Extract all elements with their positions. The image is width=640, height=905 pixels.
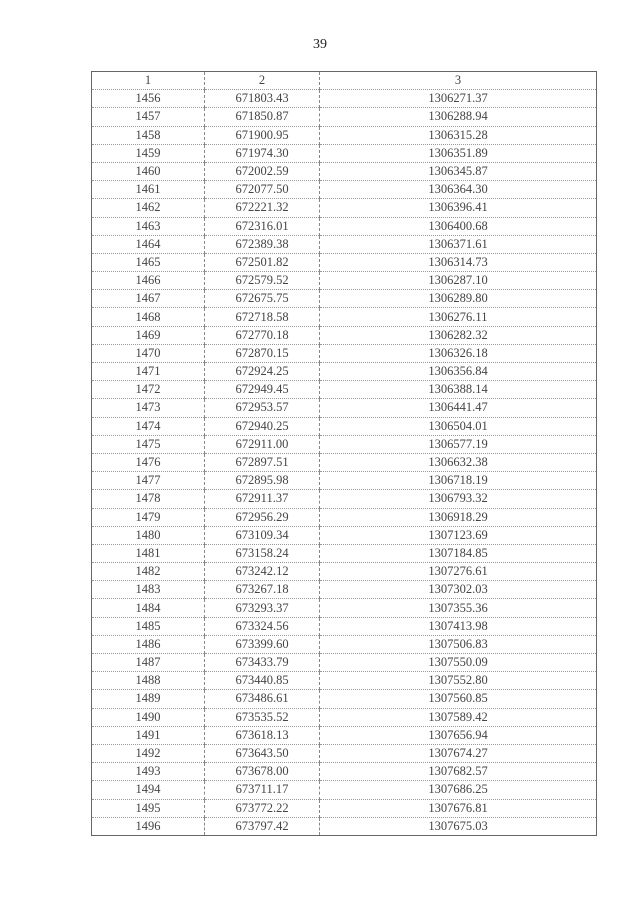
column-header-3: 3	[320, 72, 597, 90]
point-number-cell: 1474	[92, 417, 205, 435]
point-number-cell: 1461	[92, 181, 205, 199]
y-coordinate-cell: 1306918.29	[320, 508, 597, 526]
table-header-row	[92, 72, 597, 90]
y-coordinate-cell: 1307560.85	[320, 690, 597, 708]
point-number-cell: 1476	[92, 453, 205, 471]
x-coordinate-cell: 673433.79	[205, 654, 320, 672]
y-coordinate-cell: 1306282.32	[320, 326, 597, 344]
y-coordinate-cell: 1307686.25	[320, 781, 597, 799]
point-number-cell: 1459	[92, 144, 205, 162]
y-coordinate-cell: 1306288.94	[320, 108, 597, 126]
point-number-cell: 1473	[92, 399, 205, 417]
x-coordinate-cell: 672077.50	[205, 181, 320, 199]
point-number-cell: 1495	[92, 799, 205, 817]
point-number-cell: 1477	[92, 472, 205, 490]
y-coordinate-cell: 1306351.89	[320, 144, 597, 162]
x-coordinate-cell: 672911.37	[205, 490, 320, 508]
table-row	[92, 599, 597, 617]
table-row	[92, 544, 597, 562]
table-row	[92, 472, 597, 490]
table-row	[92, 217, 597, 235]
table-row	[92, 744, 597, 762]
y-coordinate-cell: 1307682.57	[320, 763, 597, 781]
table-row	[92, 672, 597, 690]
y-coordinate-cell: 1306289.80	[320, 290, 597, 308]
point-number-cell: 1494	[92, 781, 205, 799]
y-coordinate-cell: 1307552.80	[320, 672, 597, 690]
x-coordinate-cell: 673797.42	[205, 817, 320, 835]
x-coordinate-cell: 673535.52	[205, 708, 320, 726]
point-number-cell: 1482	[92, 563, 205, 581]
table-row	[92, 199, 597, 217]
point-number-cell: 1483	[92, 581, 205, 599]
point-number-cell: 1496	[92, 817, 205, 835]
x-coordinate-cell: 672770.18	[205, 326, 320, 344]
y-coordinate-cell: 1306577.19	[320, 435, 597, 453]
y-coordinate-cell: 1306314.73	[320, 253, 597, 271]
y-coordinate-cell: 1306793.32	[320, 490, 597, 508]
y-coordinate-cell: 1307676.81	[320, 799, 597, 817]
y-coordinate-cell: 1306400.68	[320, 217, 597, 235]
column-header-2: 2	[205, 72, 320, 90]
x-coordinate-cell: 672911.00	[205, 435, 320, 453]
y-coordinate-cell: 1307276.61	[320, 563, 597, 581]
y-coordinate-cell: 1306276.11	[320, 308, 597, 326]
x-coordinate-cell: 672895.98	[205, 472, 320, 490]
point-number-cell: 1481	[92, 544, 205, 562]
table-row	[92, 326, 597, 344]
y-coordinate-cell: 1307656.94	[320, 726, 597, 744]
y-coordinate-cell: 1306504.01	[320, 417, 597, 435]
table-row	[92, 799, 597, 817]
x-coordinate-cell: 673158.24	[205, 544, 320, 562]
y-coordinate-cell: 1306396.41	[320, 199, 597, 217]
x-coordinate-cell: 673678.00	[205, 763, 320, 781]
x-coordinate-cell: 673486.61	[205, 690, 320, 708]
page-number: 39	[313, 37, 327, 52]
y-coordinate-cell: 1306315.28	[320, 126, 597, 144]
point-number-cell: 1485	[92, 617, 205, 635]
table-row	[92, 162, 597, 180]
table-row	[92, 235, 597, 253]
table-row	[92, 308, 597, 326]
y-coordinate-cell: 1306287.10	[320, 272, 597, 290]
x-coordinate-cell: 672953.57	[205, 399, 320, 417]
y-coordinate-cell: 1307302.03	[320, 581, 597, 599]
x-coordinate-cell: 672389.38	[205, 235, 320, 253]
table-row	[92, 399, 597, 417]
table-row	[92, 435, 597, 453]
point-number-cell: 1490	[92, 708, 205, 726]
table-row	[92, 763, 597, 781]
point-number-cell: 1480	[92, 526, 205, 544]
point-number-cell: 1469	[92, 326, 205, 344]
point-number-cell: 1489	[92, 690, 205, 708]
table-row	[92, 726, 597, 744]
table-row	[92, 272, 597, 290]
point-number-cell: 1478	[92, 490, 205, 508]
x-coordinate-cell: 673711.17	[205, 781, 320, 799]
y-coordinate-cell: 1307184.85	[320, 544, 597, 562]
x-coordinate-cell: 673618.13	[205, 726, 320, 744]
point-number-cell: 1493	[92, 763, 205, 781]
point-number-cell: 1458	[92, 126, 205, 144]
y-coordinate-cell: 1306388.14	[320, 381, 597, 399]
x-coordinate-cell: 673399.60	[205, 635, 320, 653]
x-coordinate-cell: 671850.87	[205, 108, 320, 126]
table-row	[92, 90, 597, 108]
table-body	[92, 90, 597, 836]
y-coordinate-cell: 1306364.30	[320, 181, 597, 199]
point-number-cell: 1472	[92, 381, 205, 399]
x-coordinate-cell: 672949.45	[205, 381, 320, 399]
x-coordinate-cell: 671900.95	[205, 126, 320, 144]
point-number-cell: 1471	[92, 363, 205, 381]
y-coordinate-cell: 1307355.36	[320, 599, 597, 617]
table-row	[92, 144, 597, 162]
point-number-cell: 1465	[92, 253, 205, 271]
x-coordinate-cell: 673772.22	[205, 799, 320, 817]
table-row	[92, 563, 597, 581]
y-coordinate-cell: 1306441.47	[320, 399, 597, 417]
table-row	[92, 417, 597, 435]
point-number-cell: 1491	[92, 726, 205, 744]
point-number-cell: 1475	[92, 435, 205, 453]
point-number-cell: 1467	[92, 290, 205, 308]
point-number-cell: 1460	[92, 162, 205, 180]
point-number-cell: 1464	[92, 235, 205, 253]
table-row	[92, 526, 597, 544]
x-coordinate-cell: 673293.37	[205, 599, 320, 617]
table-row	[92, 490, 597, 508]
x-coordinate-cell: 673242.12	[205, 563, 320, 581]
y-coordinate-cell: 1306345.87	[320, 162, 597, 180]
x-coordinate-cell: 672316.01	[205, 217, 320, 235]
x-coordinate-cell: 673109.34	[205, 526, 320, 544]
coordinates-table	[91, 71, 597, 836]
x-coordinate-cell: 672002.59	[205, 162, 320, 180]
point-number-cell: 1470	[92, 344, 205, 362]
point-number-cell: 1486	[92, 635, 205, 653]
point-number-cell: 1488	[92, 672, 205, 690]
x-coordinate-cell: 672718.58	[205, 308, 320, 326]
table-row	[92, 181, 597, 199]
y-coordinate-cell: 1307123.69	[320, 526, 597, 544]
point-number-cell: 1457	[92, 108, 205, 126]
x-coordinate-cell: 672870.15	[205, 344, 320, 362]
x-coordinate-cell: 672897.51	[205, 453, 320, 471]
table-row	[92, 363, 597, 381]
table-row	[92, 781, 597, 799]
x-coordinate-cell: 672501.82	[205, 253, 320, 271]
table-row	[92, 126, 597, 144]
point-number-cell: 1492	[92, 744, 205, 762]
x-coordinate-cell: 673324.56	[205, 617, 320, 635]
table-row	[92, 817, 597, 835]
point-number-cell: 1484	[92, 599, 205, 617]
x-coordinate-cell: 673643.50	[205, 744, 320, 762]
column-header-1: 1	[92, 72, 205, 90]
table-row	[92, 708, 597, 726]
table-row	[92, 344, 597, 362]
table-row	[92, 108, 597, 126]
y-coordinate-cell: 1307506.83	[320, 635, 597, 653]
point-number-cell: 1466	[92, 272, 205, 290]
x-coordinate-cell: 671803.43	[205, 90, 320, 108]
point-number-cell: 1487	[92, 654, 205, 672]
table-row	[92, 654, 597, 672]
table-row	[92, 381, 597, 399]
table-row	[92, 508, 597, 526]
x-coordinate-cell: 672956.29	[205, 508, 320, 526]
y-coordinate-cell: 1307675.03	[320, 817, 597, 835]
table-row	[92, 453, 597, 471]
point-number-cell: 1468	[92, 308, 205, 326]
table-row	[92, 290, 597, 308]
x-coordinate-cell: 672579.52	[205, 272, 320, 290]
y-coordinate-cell: 1306632.38	[320, 453, 597, 471]
table-row	[92, 690, 597, 708]
y-coordinate-cell: 1307674.27	[320, 744, 597, 762]
y-coordinate-cell: 1306271.37	[320, 90, 597, 108]
point-number-cell: 1456	[92, 90, 205, 108]
x-coordinate-cell: 672675.75	[205, 290, 320, 308]
y-coordinate-cell: 1306371.61	[320, 235, 597, 253]
y-coordinate-cell: 1306326.18	[320, 344, 597, 362]
point-number-cell: 1462	[92, 199, 205, 217]
y-coordinate-cell: 1307413.98	[320, 617, 597, 635]
point-number-cell: 1479	[92, 508, 205, 526]
y-coordinate-cell: 1307589.42	[320, 708, 597, 726]
x-coordinate-cell: 672924.25	[205, 363, 320, 381]
table-row	[92, 581, 597, 599]
x-coordinate-cell: 672940.25	[205, 417, 320, 435]
x-coordinate-cell: 671974.30	[205, 144, 320, 162]
table-row	[92, 635, 597, 653]
y-coordinate-cell: 1306356.84	[320, 363, 597, 381]
x-coordinate-cell: 673440.85	[205, 672, 320, 690]
x-coordinate-cell: 673267.18	[205, 581, 320, 599]
x-coordinate-cell: 672221.32	[205, 199, 320, 217]
point-number-cell: 1463	[92, 217, 205, 235]
y-coordinate-cell: 1306718.19	[320, 472, 597, 490]
table-row	[92, 253, 597, 271]
table-row	[92, 617, 597, 635]
y-coordinate-cell: 1307550.09	[320, 654, 597, 672]
